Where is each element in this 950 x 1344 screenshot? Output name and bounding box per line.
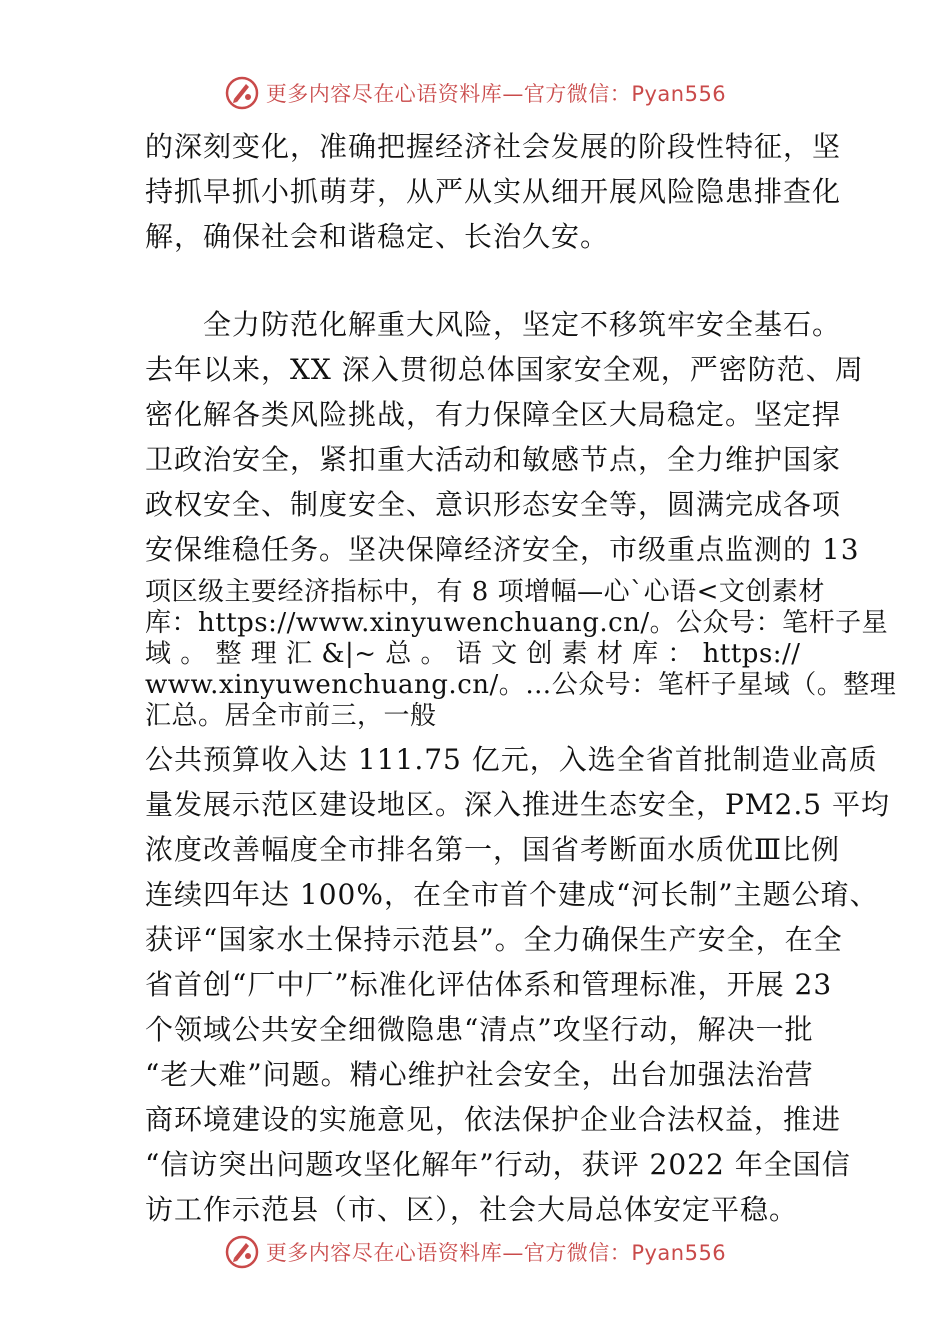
text-line: 连续四年达 100%，在全市首个建成“河长制”主题公㻙、	[145, 878, 879, 911]
wechat-id: Pyan556	[631, 82, 727, 106]
footer-banner	[0, 1232, 950, 1272]
text-line: 浓度改善幅度全市排名第一，国省考断面水质优Ⅲ比例	[145, 833, 841, 866]
text-line: 访工作示范县（市、区），社会大局总体安定平稳。	[145, 1193, 799, 1226]
banner-separator: —	[502, 1241, 524, 1265]
text-line: 省首创“厂中厂”标准化评估体系和管理标准，开展 23	[145, 968, 833, 1001]
text-line: 的深刻变化，准确把握经济社会发展的阶段性特征，坚	[145, 130, 842, 163]
text-line: 获评“国家水土保持示范县”。全力确保生产安全，在全	[145, 923, 843, 956]
text-line: 量发展示范区建设地区。深入推进生态安全，PM2.5 平均	[145, 788, 890, 821]
text-line: 政权安全、制度安全、意识形态安全等，圆满完成各项	[145, 488, 842, 521]
text-line: 去年以来，XX 深入贯彻总体国家安全观，严密防范、周	[145, 353, 864, 386]
text-line: 密化解各类风险挑战，有力保障全区大局稳定。坚定捍	[145, 398, 842, 431]
text-line: “老大难”问题。精心维护社会安全，出台加强法治营	[145, 1058, 814, 1091]
inserted-line: 库：https://www.xinyuwenchuang.cn/。公众号：笔杆子星	[145, 608, 889, 638]
text-line: 安保维稳任务。坚决保障经济安全，市级重点监测的 13	[145, 533, 860, 566]
text-line: 解，确保社会和谐稳定、长治久安。	[145, 220, 610, 253]
banner-separator: —	[502, 82, 524, 106]
inserted-line: 项区级主要经济指标中，有 8 项增幅—心`心语<文创素材	[145, 577, 825, 607]
wechat-label: 官方微信：	[523, 82, 632, 106]
text-line: 个领域公共安全细微隐患“清点”攻坚行动，解决一批	[145, 1013, 814, 1046]
inserted-line: 汇总。居全市前三，一般	[145, 701, 437, 731]
text-line: 持抓早抓小抓萌芽，从严从实从细开展风险隐患排查化	[145, 175, 842, 208]
banner-title: 更多内容尽在心语资料库	[265, 1241, 503, 1265]
inserted-line: www.xinyuwenchuang.cn/。…公众号：笔杆子星域（。整理	[145, 670, 897, 700]
text-line: “信访突出问题攻坚化解年”行动，获评 2022 年全国信	[145, 1148, 851, 1181]
text-line: 商环境建设的实施意见，依法保护企业合法权益，推进	[145, 1103, 842, 1136]
banner-title: 更多内容尽在心语资料库	[265, 82, 503, 106]
text-line: 公共预算收入达 111.75 亿元，入选全省首批制造业高质	[145, 743, 878, 776]
wechat-label: 官方微信：	[523, 1241, 632, 1265]
inserted-line: 域 。 整 理 汇 &|~ 总 。 语 文 创 素 材 库 ： https://	[145, 639, 801, 669]
text-line: 卫政治安全，紧扣重大活动和敏感节点，全力维护国家	[145, 443, 842, 476]
brand-logo-icon	[224, 75, 260, 111]
text-line-indent: 全力防范化解重大风险，坚定不移筑牢安全基石。	[203, 308, 842, 341]
header-banner	[0, 73, 950, 113]
brand-logo-icon	[224, 1234, 260, 1270]
wechat-id: Pyan556	[631, 1241, 727, 1265]
